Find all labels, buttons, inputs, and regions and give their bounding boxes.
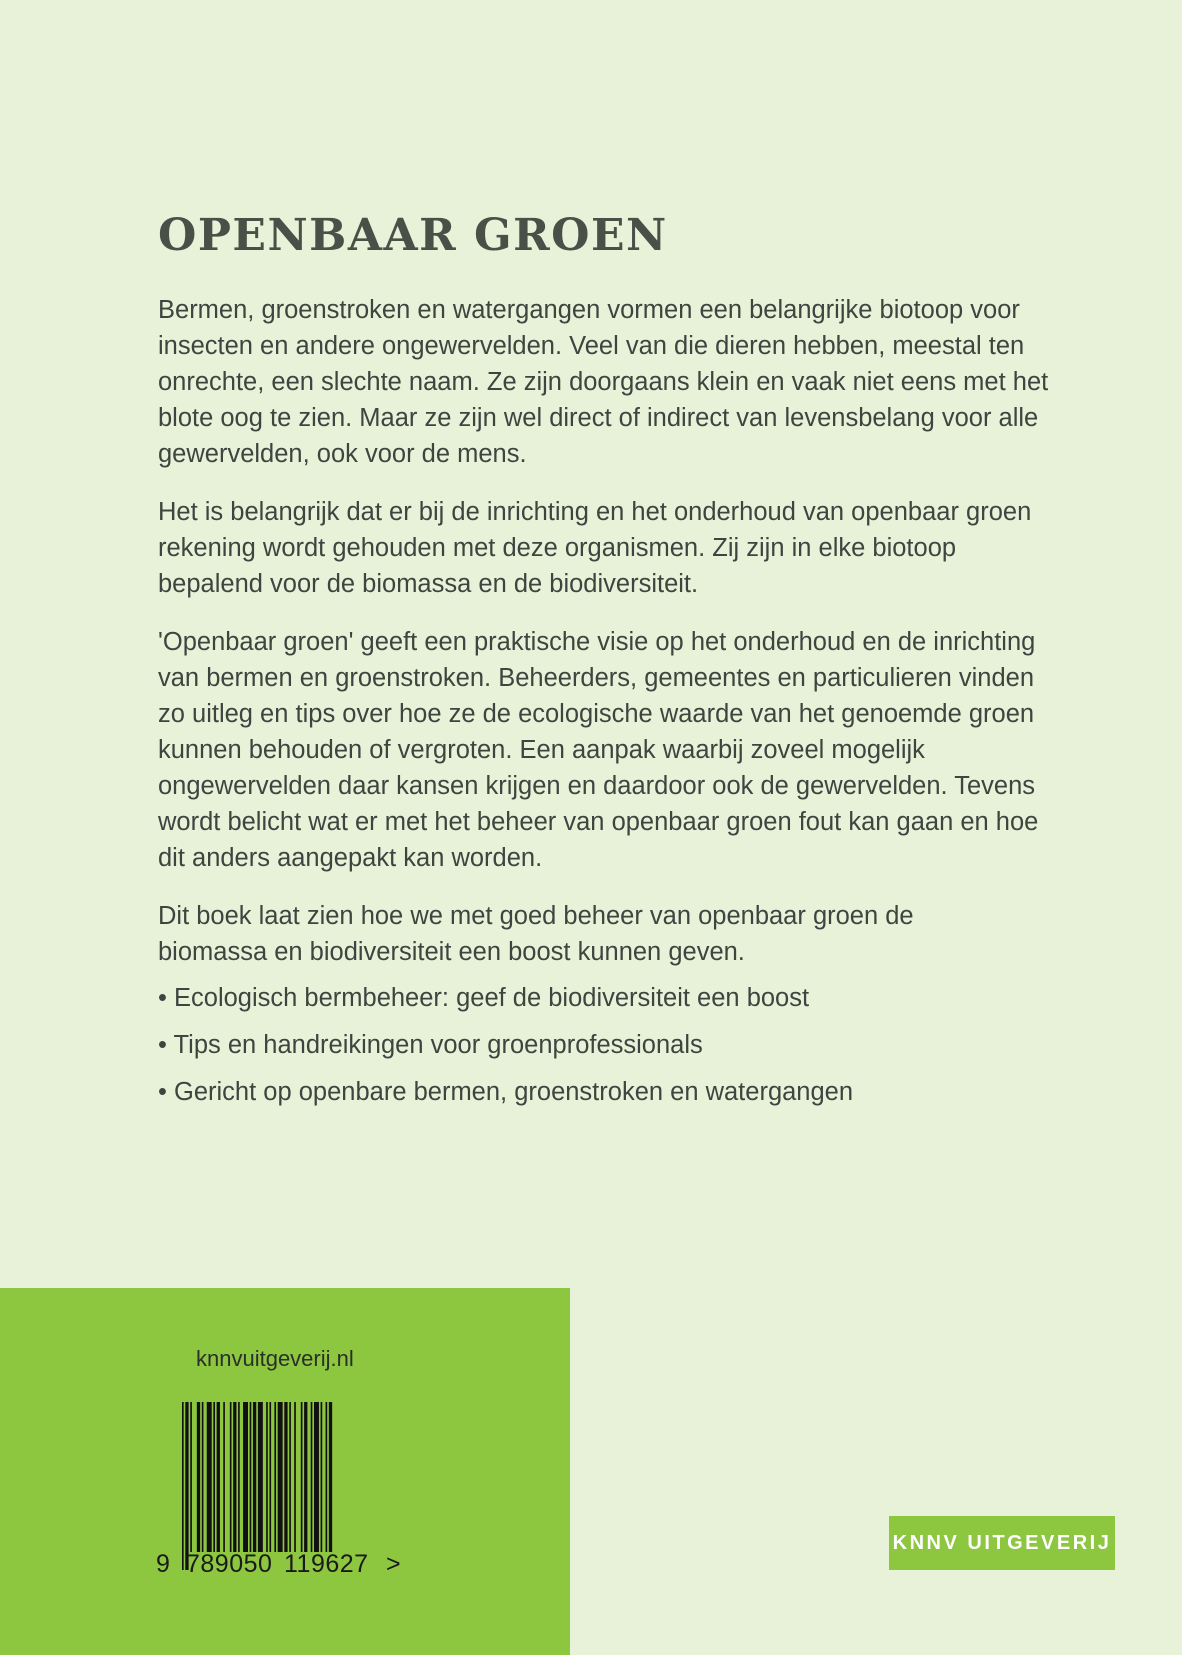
barcode-bar — [230, 1402, 232, 1552]
feature-list — [158, 980, 1058, 1110]
barcode-bar — [266, 1402, 268, 1552]
barcode-bar — [301, 1402, 303, 1552]
barcode-bar — [223, 1402, 225, 1552]
barcode-bar — [274, 1402, 276, 1552]
barcode-bars — [182, 1402, 332, 1570]
barcode-bar — [314, 1402, 319, 1552]
barcode-bar — [233, 1402, 236, 1552]
barcode-bar — [213, 1402, 215, 1552]
barcode-bar — [289, 1402, 291, 1552]
paragraph-intro: Bermen, groenstroken en watergangen vormen een belangrijke biotoop voor insecten en andere ongewervelden. Veel van die dieren hebben, meestal ten onrechte, een slechte naam. Ze zijn doorgaans klein en vaak niet eens met het blote oog te zien. Maar ze zijn wel direct of indirect van levensbelang voor alle gewervelden, ook voor de mens. — [158, 296, 1049, 468]
paragraph-importance: Het is belangrijk dat er bij de inrichting en het onderhoud van openbaar groen rekening wordt gehouden met deze organismen. Zij zijn in elke biotoop bepalend voor de biomassa en de biodiversiteit. — [158, 498, 1032, 598]
barcode-marker: > — [386, 1550, 401, 1578]
barcode-bar — [238, 1402, 240, 1552]
back-cover-text — [158, 292, 1058, 1121]
barcode-group-left: 789050 — [186, 1550, 273, 1578]
barcode-bar — [185, 1402, 188, 1570]
barcode-bar — [202, 1402, 204, 1552]
paragraph-vision: 'Openbaar groen' geeft een praktische visie op het onderhoud en de inrichting van bermen en groenstroken. Beheerders, gemeentes en particulieren vinden zo uitleg en tips over hoe ze de ecologische waarde van het genoemde groen kunnen behouden of vergroten. Een aanpak waarbij zoveel mogelijk ongewervelden daar kansen krijgen en daardoor ook de gewervelden. Tevens wordt belicht wat er met het beheer van openbaar groen fout kan gaan en hoe dit anders aangepakt kan worden. — [158, 628, 1039, 872]
barcode-bar — [197, 1402, 200, 1552]
barcode-group-right: 119627 — [284, 1550, 369, 1578]
barcode-bar — [329, 1402, 332, 1552]
barcode-bar — [326, 1402, 328, 1552]
isbn-barcode — [150, 1402, 420, 1592]
barcode-bar — [190, 1402, 192, 1552]
paragraph-summary: Dit boek laat zien hoe we met goed beheer van openbaar groen de biomassa en biodiversiteit een boost kunnen geven. — [158, 902, 914, 966]
book-title: OPENBAAR GROEN — [158, 210, 668, 261]
barcode-bar — [243, 1402, 248, 1552]
barcode-bar — [217, 1402, 220, 1552]
list-item: • Gericht op openbare bermen, groenstroken en watergangen — [158, 1078, 854, 1106]
barcode-bar — [269, 1402, 271, 1552]
barcode-bar — [253, 1402, 256, 1552]
barcode-bar — [207, 1402, 212, 1552]
barcode-bar — [250, 1402, 252, 1552]
list-item: • Tips en handreikingen voor groenprofessionals — [158, 1031, 703, 1059]
barcode-bar — [258, 1402, 263, 1552]
publisher-badge: KNNV UITGEVERIJ — [889, 1516, 1115, 1570]
list-item: • Ecologisch bermbeheer: geef de biodiversiteit een boost — [158, 984, 810, 1012]
barcode-bar — [294, 1402, 296, 1552]
barcode-bar — [304, 1402, 307, 1552]
barcode-bar — [278, 1402, 283, 1552]
barcode-bar — [321, 1402, 323, 1552]
website-link[interactable]: knnvuitgeverij.nl — [196, 1346, 354, 1371]
barcode-first-digit: 9 — [156, 1550, 170, 1578]
barcode-bar — [284, 1402, 287, 1552]
barcode-bar — [311, 1402, 313, 1552]
barcode-bar — [182, 1402, 184, 1570]
